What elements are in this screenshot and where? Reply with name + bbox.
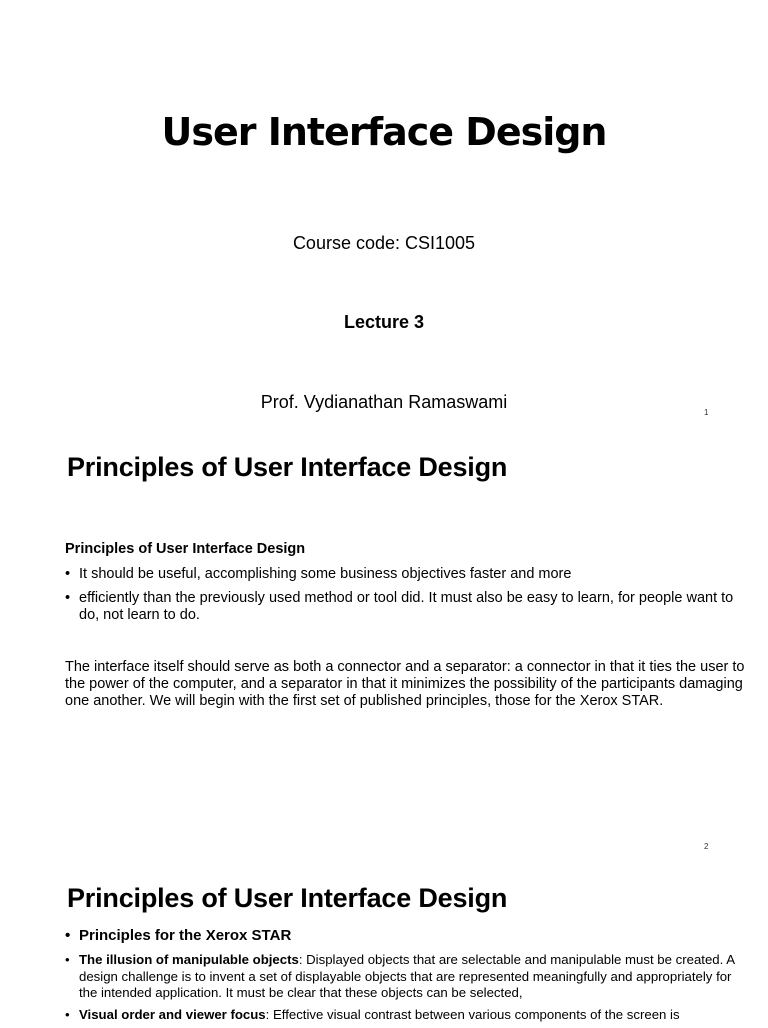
slide-2-subheading: Principles of User Interface Design [65,541,306,557]
bullet-icon: • [65,952,70,967]
list-item [65,566,735,583]
principle-description: : Effective visual contrast between various components of the screen is [265,1006,680,1022]
list-item [65,952,735,1002]
page-number-1: 1 [704,408,709,417]
slide-2-bullet-list [65,566,735,631]
bullet-text: efficiently than the previously used method or tool did. It must also be easy to learn, for people want to do, not learn to do. [79,590,734,623]
slide-2-paragraph: The interface itself should serve as both a connector and a separator: a connector in that it ties the user to the power of the computer, and a separator in that it minimizes the possibility of the participants damaging one another. We will begin with the first set of published principles, those for the Xerox STAR. [65,659,745,709]
bullet-icon: • [65,590,71,606]
list-item [65,927,735,944]
slide-2-title: Principles of User Interface Design [67,452,508,482]
bullet-text: Principles for the Xerox STAR [79,927,292,944]
bullet-icon: • [65,1006,70,1022]
page-number-2: 2 [704,842,709,851]
slide-3 [0,855,768,1024]
bullet-icon: • [65,927,71,944]
principle-term: Visual order and viewer focus [79,1006,266,1022]
professor-name: Prof. Vydianathan Ramaswami [260,392,508,412]
principle-term: The illusion of manipulable objects [79,952,299,967]
course-code: Course code: CSI1005 [292,233,476,253]
slide-3-main-bullet-list [65,927,735,944]
slide-3-title: Principles of User Interface Design [67,883,508,913]
slide-1 [0,0,768,425]
slide-2 [0,425,768,855]
principle-description: : Displayed objects that are selectable and manipulable must be created. A design challenge is to invent a set of displayable objects that are represented meaningfully and appropriately for the intended application. It must be clear that these objects can be selected, [79,952,735,1000]
lecture-number: Lecture 3 [343,312,425,332]
slide-1-title: User Interface Design [161,110,607,154]
list-item [65,590,735,624]
bullet-text: It should be useful, accomplishing some business objectives faster and more [79,566,572,582]
bullet-icon: • [65,566,71,582]
list-item [65,1007,735,1024]
slide-3-detail-list [65,952,735,1028]
